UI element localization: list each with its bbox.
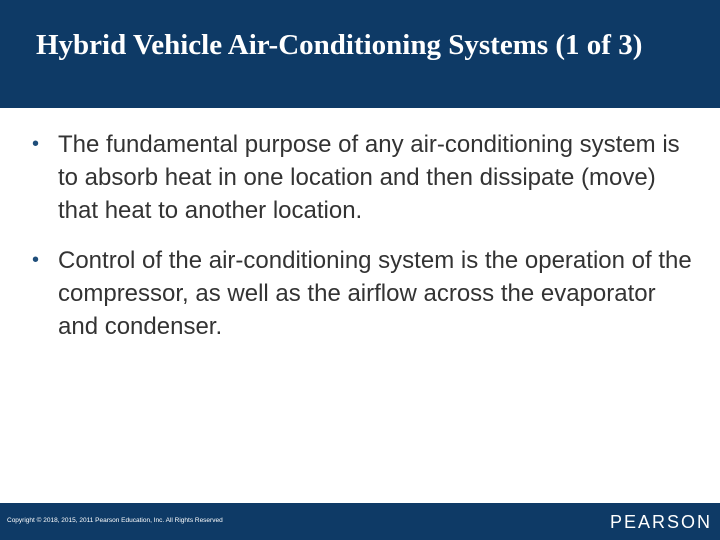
bullet-text: The fundamental purpose of any air-conditioning system is to absorb heat in one location and then dissipate (move) that heat to another location. <box>58 131 680 224</box>
bullet-icon: • <box>32 249 40 271</box>
footer-bar <box>0 503 720 540</box>
title-bar <box>0 0 720 108</box>
bullet-icon: • <box>32 133 40 155</box>
bullet-text: Control of the air-conditioning system is the operation of the compressor, as well as the airflow across the evaporator and condenser. <box>58 247 692 340</box>
bullet-item <box>32 128 692 227</box>
slide-title: Hybrid Vehicle Air-Conditioning Systems (1 of 3) <box>36 29 643 61</box>
copyright-notice: Copyright © 2018, 2015, 2011 Pearson Education, Inc. All Rights Reserved <box>7 517 223 524</box>
bullet-item <box>32 244 692 343</box>
pearson-logo: PEARSON <box>609 512 712 532</box>
bullet-list <box>32 128 692 360</box>
